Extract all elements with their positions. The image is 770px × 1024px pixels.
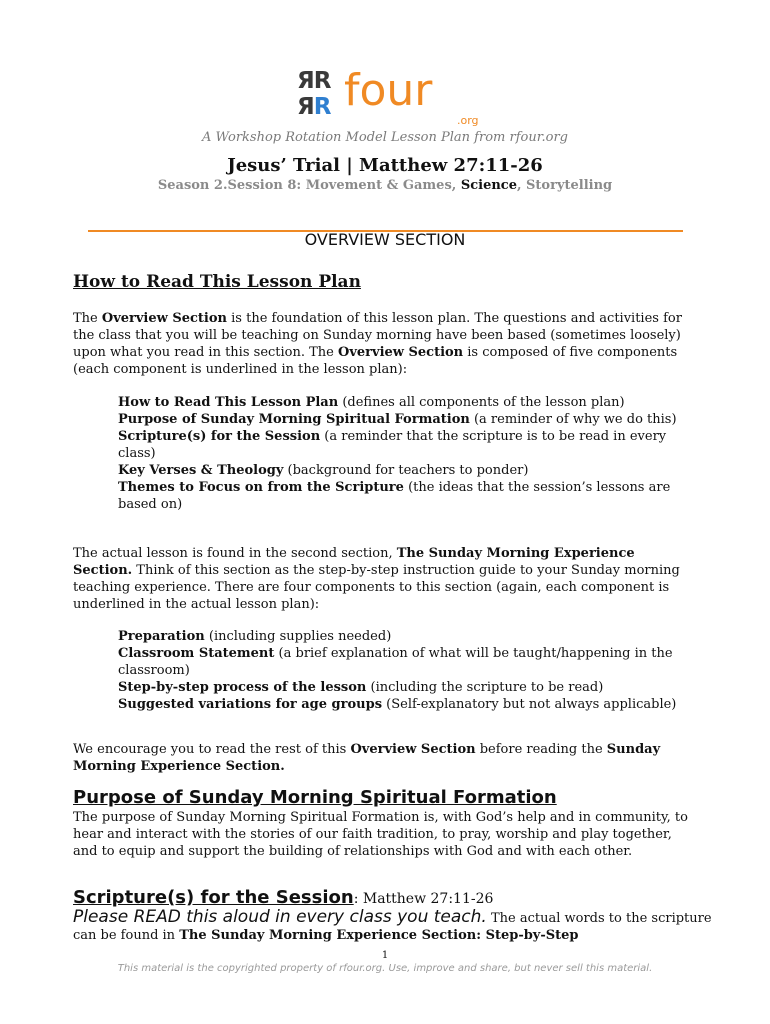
logo-domain: .org	[457, 114, 479, 127]
list-item: How to Read This Lesson Plan (defines all components of the lesson plan)	[118, 395, 625, 410]
logo-mark-bottom: ЯR	[297, 94, 331, 120]
logo-mark-top: ЯR	[297, 68, 331, 94]
tagline: A Workshop Rotation Model Lesson Plan from rfour.org	[202, 130, 568, 145]
how-to-read-heading: How to Read This Lesson Plan	[73, 272, 361, 292]
lesson-section-paragraph: The actual lesson is found in the second section, The Sunday Morning Experience Section. Think of this section as the step-by-step instruction guide to your Sunday morning teaching experience. There are four components to this section (again, each component is underlined in the actual lesson plan):	[73, 546, 680, 612]
list-item: Purpose of Sunday Morning Spiritual Formation (a reminder of why we do this)	[118, 412, 677, 427]
list-item: Scripture(s) for the Session (a reminder that the scripture is to be read in every class)	[118, 429, 667, 461]
page-title: Jesus’ Trial | Matthew 27:11-26	[227, 155, 543, 176]
scripture-heading: Scripture(s) for the Session	[73, 887, 354, 908]
session-subtitle: Season 2.Session 8: Movement & Games, Science, Storytelling	[157, 178, 613, 193]
how-to-read-paragraph: The Overview Section is the foundation of this lesson plan. The questions and activities for the class that you will be teaching on Sunday morning have been based (sometimes loosely) upon what you read in this section. The Overview Section is composed of five components (each component is underlined in the lesson plan):	[73, 311, 682, 377]
list-item: Suggested variations for age groups (Self-explanatory but not always applicable)	[118, 697, 677, 712]
experience-components-list	[118, 628, 698, 713]
list-item: Step-by-step process of the lesson (including the scripture to be read)	[118, 680, 604, 695]
list-item: Classroom Statement (a brief explanation of what will be taught/happening in the classroom)	[118, 646, 673, 678]
list-item: Preparation (including supplies needed)	[118, 629, 392, 644]
scripture-heading-line	[73, 887, 713, 908]
copyright-footer: This material is the copyrighted property of rfour.org. Use, improve and share, but never sell this material.	[117, 963, 653, 974]
overview-section-heading: OVERVIEW SECTION	[304, 230, 466, 249]
purpose-paragraph: The purpose of Sunday Morning Spiritual Formation is, with God’s help and in community, to hear and interact with the stories of our faith tradition, to pray, worship and play together, and to equip and support the building of relationships with God and with each other.	[73, 810, 688, 859]
list-item: Key Verses & Theology (background for teachers to ponder)	[118, 463, 529, 478]
scripture-reference: : Matthew 27:11-26	[353, 891, 494, 907]
logo-wordmark: four	[344, 65, 433, 116]
purpose-heading: Purpose of Sunday Morning Spiritual Formation	[73, 787, 557, 808]
overview-components-list	[118, 394, 698, 513]
rfour-logo	[297, 65, 479, 130]
list-item: Themes to Focus on from the Scripture (the ideas that the session’s lessons are based on)	[118, 480, 671, 512]
encourage-paragraph: We encourage you to read the rest of this Overview Section before reading the Sunday Morning Experience Section.	[73, 742, 661, 774]
page-number: 1	[381, 950, 389, 961]
scripture-paragraph: Please READ this aloud in every class you teach. The actual words to the scripture can be found in The Sunday Morning Experience Section: Step-by-Step	[73, 907, 712, 943]
